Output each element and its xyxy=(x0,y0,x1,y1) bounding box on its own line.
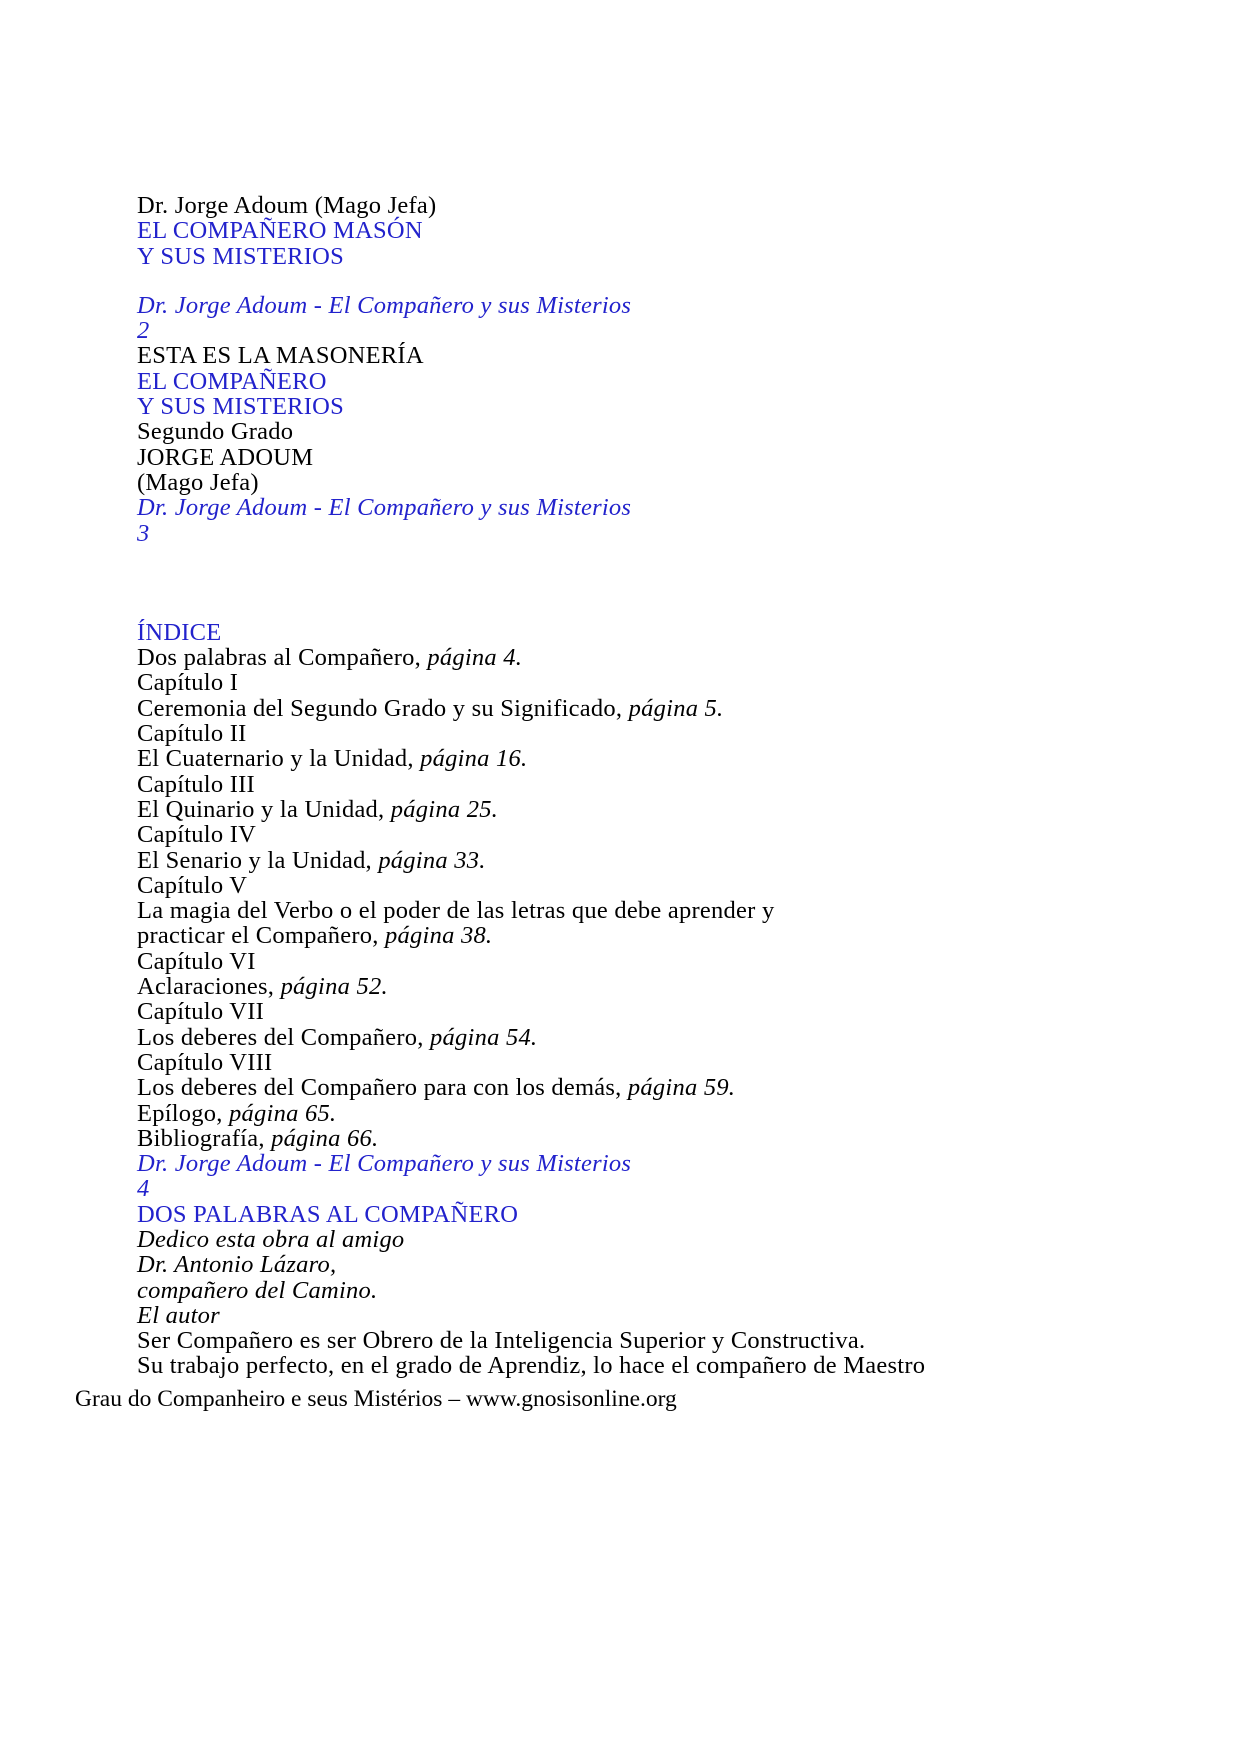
list-item xyxy=(137,645,997,670)
index-entry-label: El Quinario y la Unidad, xyxy=(137,795,391,823)
index-entry-label: Capítulo II xyxy=(137,720,247,748)
page-content xyxy=(137,193,997,1379)
index-entry-label: Capítulo III xyxy=(137,770,255,798)
list-item xyxy=(137,721,997,746)
author-alias: (Mago Jefa) xyxy=(137,468,259,496)
page-marker-2: 2 xyxy=(137,317,150,345)
author-name: JORGE ADOUM xyxy=(137,443,314,471)
list-item xyxy=(137,1050,997,1075)
dedication-signature: El autor xyxy=(137,1301,220,1329)
spacer xyxy=(137,269,997,293)
cover-title-line-1: EL COMPAÑERO MASÓN xyxy=(137,217,423,245)
index-entry-label: La magia del Verbo o el poder de las letras que debe aprender y xyxy=(137,897,775,925)
index-entry-label: Dos palabras al Compañero, xyxy=(137,644,428,672)
index-entry-label: Los deberes del Compañero para con los demás, xyxy=(137,1074,628,1102)
foreword-heading: DOS PALABRAS AL COMPAÑERO xyxy=(137,1200,519,1228)
index-entry-label: El Cuaternario y la Unidad, xyxy=(137,745,421,773)
running-header: Dr. Jorge Adoum - El Compañero y sus Misterios xyxy=(137,291,632,319)
list-item xyxy=(137,772,997,797)
titlepage-title-line-1: EL COMPAÑERO xyxy=(137,367,327,395)
running-header: Dr. Jorge Adoum - El Compañero y sus Misterios xyxy=(137,1150,632,1178)
index-entry-label: Capítulo VII xyxy=(137,998,265,1026)
index-entry-page: página 16. xyxy=(420,745,528,773)
foreword-body-line-1: Ser Compañero es ser Obrero de la Inteligencia Superior y Constructiva. xyxy=(137,1327,866,1355)
list-item xyxy=(137,1126,997,1151)
foreword-body-line-2: Su trabajo perfecto, en el grado de Aprendiz, lo hace el compañero de Maestro xyxy=(137,1352,926,1380)
index-entry-page: página 38. xyxy=(385,922,493,950)
index-entry-label: Los deberes del Compañero, xyxy=(137,1023,431,1051)
list-item xyxy=(137,1075,997,1100)
cover-title-line-2: Y SUS MISTERIOS xyxy=(137,242,344,270)
list-item xyxy=(137,822,997,847)
list-item xyxy=(137,898,997,923)
index-entry-label: Bibliografía, xyxy=(137,1124,272,1152)
list-item xyxy=(137,1025,997,1050)
page-footer: Grau do Companheiro e seus Mistérios – www.gnosisonline.org xyxy=(75,1386,677,1412)
list-item xyxy=(137,999,997,1024)
series-line: ESTA ES LA MASONERÍA xyxy=(137,342,424,370)
list-item xyxy=(137,923,997,948)
list-item xyxy=(137,949,997,974)
index-entry-label: Capítulo V xyxy=(137,871,248,899)
index-entry-page: página 65. xyxy=(229,1099,337,1127)
index-entry-label: Capítulo IV xyxy=(137,821,257,849)
index-heading: ÍNDICE xyxy=(137,618,222,646)
index-entry-page: página 25. xyxy=(390,795,499,823)
dedication-line-3: compañero del Camino. xyxy=(137,1276,378,1304)
list-item xyxy=(137,974,997,999)
index-entry-page: página 5. xyxy=(628,694,724,722)
index-entry-label: Aclaraciones, xyxy=(137,973,281,1001)
list-item xyxy=(137,848,997,873)
titlepage-title-line-2: Y SUS MISTERIOS xyxy=(137,393,344,421)
cover-author-line: Dr. Jorge Adoum (Mago Jefa) xyxy=(137,192,437,219)
index-entry-label: practicar el Compañero, xyxy=(137,922,386,950)
running-header: Dr. Jorge Adoum - El Compañero y sus Misterios xyxy=(137,494,632,522)
index-entry-list xyxy=(137,645,997,1151)
list-item xyxy=(137,670,997,695)
page-marker-3: 3 xyxy=(137,519,150,547)
list-item xyxy=(137,873,997,898)
index-entry-page: página 59. xyxy=(627,1074,736,1102)
index-entry-page: página 66. xyxy=(271,1124,379,1152)
list-item xyxy=(137,696,997,721)
index-entry-page: página 54. xyxy=(430,1023,538,1051)
index-entry-label: Epílogo, xyxy=(137,1099,230,1127)
index-entry-page: página 33. xyxy=(378,846,486,874)
index-entry-page: página 52. xyxy=(280,973,388,1001)
index-entry-label: Capítulo I xyxy=(137,669,239,697)
list-item xyxy=(137,746,997,771)
degree-line: Segundo Grado xyxy=(137,418,294,446)
index-entry-label: El Senario y la Unidad, xyxy=(137,846,379,874)
index-entry-label: Capítulo VI xyxy=(137,947,256,975)
index-entry-label: Ceremonia del Segundo Grado y su Significado, xyxy=(137,694,629,722)
spacer xyxy=(137,546,997,620)
index-entry-label: Capítulo VIII xyxy=(137,1048,273,1076)
list-item xyxy=(137,797,997,822)
dedication-line-1: Dedico esta obra al amigo xyxy=(137,1225,405,1253)
list-item xyxy=(137,1101,997,1126)
page-marker-4: 4 xyxy=(137,1175,150,1203)
dedication-line-2: Dr. Antonio Lázaro, xyxy=(137,1251,337,1279)
index-entry-page: página 4. xyxy=(427,644,523,672)
